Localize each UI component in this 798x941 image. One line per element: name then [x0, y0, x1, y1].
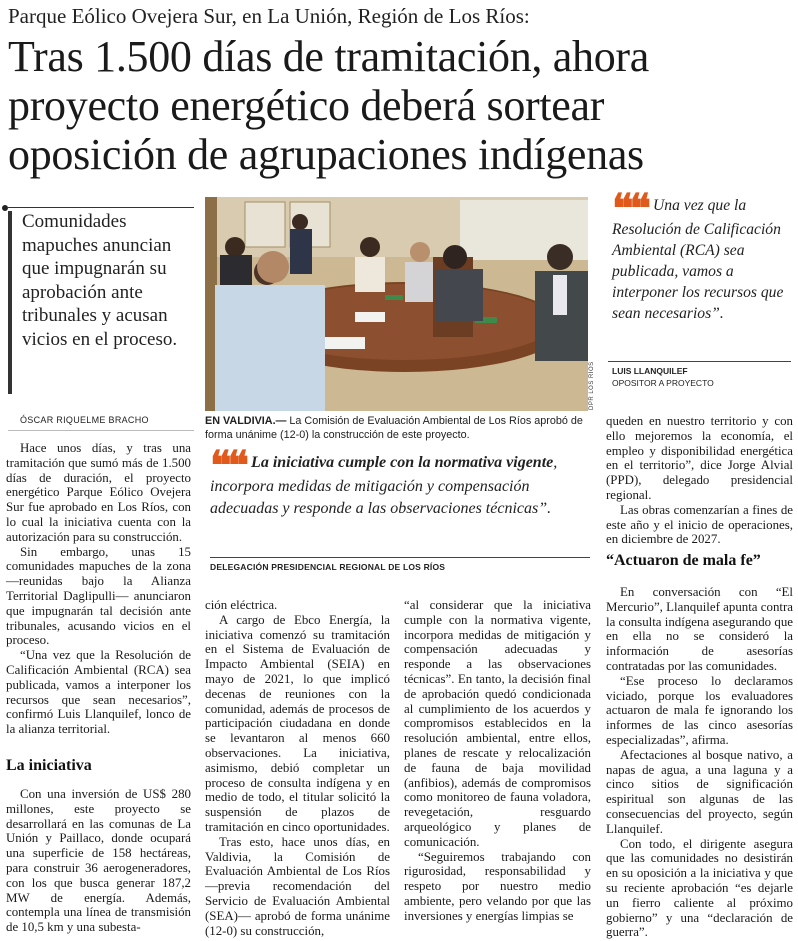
pull-quote-name: LUIS LLANQUILEF — [612, 366, 688, 376]
deck-side-bar — [8, 211, 12, 394]
paragraph: Con una inversión de US$ 280 millones, este proyecto se desarrollará en las comunas de La Unión y Paillaco, donde ocupará una superficie de 158 hectáreas, para construir 36 aerogeneradores, con los que busca generar 187,2 MW de energía. Además, contempla una línea de transmisión de 10,5 km y una subesta- — [6, 787, 191, 935]
meeting-photo — [205, 197, 588, 411]
kicker: Parque Eólico Ovejera Sur, en La Unión, Región de Los Ríos: — [8, 4, 530, 28]
paragraph: Con todo, el dirigente asegura que las comunidades no desistirán en su oposición a la iniciativa y que su reciente aprobación “es dejarle un fierro caliente al próximo gobierno” y una “declaración de guerra”. — [606, 836, 793, 940]
article-column-3 — [404, 598, 591, 924]
headline — [8, 32, 793, 179]
paragraph: Hace unos días, y tras una tramitación que sumó más de 1.500 días de duración, el proyecto energético Parque Eólico Ovejera Sur fue aprobado en Los Ríos, con lo cual la iniciativa cuenta con la autorización para su construcción. — [6, 441, 191, 544]
paragraph: Afectaciones al bosque nativo, a napas de agua, a una laguna y a cinco sitios de significación espiritual son algunas de las consecuencias del proyecto, según Llanquilef. — [606, 747, 793, 836]
article-column-4 — [606, 414, 793, 547]
meeting-photo-illustration — [205, 197, 588, 411]
deck: Comunidades mapuches anuncian que impugnarán su aprobación ante tribunales y acusan vicios en el proceso. — [22, 211, 178, 350]
pull-quote-llanquilef — [612, 186, 792, 324]
article-column-2 — [205, 598, 390, 938]
article-column-4-continued — [606, 585, 793, 940]
subhead-actuaron-de-mala-fe: “Actuaron de mala fe” — [606, 552, 761, 569]
quote-mark-icon: ❝❝ — [612, 186, 648, 231]
headline-line-3: oposición de agrupaciones indígenas — [8, 130, 644, 179]
paragraph: “Ese proceso lo declaramos viciado, porque los evaluadores actuaron de mala fe ignorando los informes de las cinco asesorías especializadas”, afirma. — [606, 673, 793, 747]
paragraph: Sin embargo, unas 15 comunidades mapuches de la zona —reunidas bajo la Alianza Territorial Daglipulli— anunciaron que impugnarán tal decisión ante tribunales, acusando vicios en el proceso. — [6, 544, 191, 648]
caption-text: La Comisión de Evaluación Ambiental de Los Ríos aprobó de forma unánime (12-0) la construcción de este proyecto. — [205, 415, 583, 441]
paragraph: En conversación con “El Mercurio”, Llanquilef apunta contra la consulta indígena asegurando que en ella no se consideró la información de asesorías contratadas por las comunidades. — [606, 585, 793, 673]
article-column-1-continued — [6, 787, 191, 935]
article-column-1 — [6, 441, 191, 737]
paragraph: A cargo de Ebco Energía, la iniciativa comenzó su tramitación en el Sistema de Evaluación de Impacto Ambiental (SEIA) en mayo de 2021, lo que implicó decenas de reuniones con la comunidad, además de procesos de participación ciudadana en donde se levantaron al menos 660 observaciones. La iniciativa, asimismo, debió completar un proceso de consulta indígena y en medio de todo, el titular solicitó la suspensión de plazos de tramitación en cinco oportunidades. — [205, 612, 390, 834]
pull-quote-text: , incorpora medidas de mitigación y compensación adecuadas y responde a las observaciones técnicas”. — [210, 454, 558, 517]
subhead-la-iniciativa: La iniciativa — [6, 757, 92, 774]
byline-rule — [8, 430, 194, 431]
paragraph: Tras esto, hace unos días, en Valdivia, la Comisión de Evaluación Ambiental de Los Ríos —previa recomendación del Servicio de Evaluación Ambiental (SEA)— aprobó de forma unánime (12-0) su construcción, — [205, 834, 390, 938]
headline-line-2: proyecto energético deberá sortear — [8, 81, 605, 130]
pull-quote-text: Una vez que la Resolución de Calificación Ambiental (RCA) sea publicada, vamos a interponer los recursos que sean necesarios”. — [612, 197, 784, 322]
pull-quote-bold: La iniciativa cumple con la normativa vigente — [251, 454, 554, 471]
quote-mark-icon: ❝❝ — [210, 443, 246, 488]
photo-credit: DPR LOS RÍOS — [589, 361, 595, 410]
paragraph: queden en nuestro territorio y con ello mejoremos la economía, el empleo y disponibilidad energética en el territorio”, dice Jorge Alvial (PPD), delegado presidencial regional. — [606, 414, 793, 502]
paragraph: “al considerar que la iniciativa cumple con la normativa vigente, incorpora medidas de mitigación y compensación adecuadas y responde a las observaciones técnicas”. En tanto, la decisión final de aprobación quedó condicionada al cumplimiento de los acuerdos y compromisos establecidos en la resolución ambiental, entre ellos, planes de rescate y relocalización de fauna de baja movilidad (anfibios), además de compromisos como monitoreo de fauna voladora, revegetación, resguardo arqueológico y planes de comunicación. — [404, 598, 591, 849]
byline: ÓSCAR RIQUELME BRACHO — [20, 415, 149, 425]
paragraph: “Una vez que la Resolución de Calificación Ambiental (RCA) sea publicada, vamos a interponer los recursos que sean necesarios”, confirmó Luis Llanquilef, lonco de la alianza territorial. — [6, 648, 191, 737]
pull-quote-delegacion — [210, 443, 590, 520]
paragraph: “Seguiremos trabajando con rigurosidad, responsabilidad y respeto por nuestro medio ambiente, pero velando por que las inversiones y energías limpias se — [404, 849, 591, 923]
deck-top-rule — [8, 207, 194, 208]
paragraph: ción eléctrica. — [205, 598, 278, 612]
photo-caption — [205, 414, 600, 442]
pull-quote-source: DELEGACIÓN PRESIDENCIAL REGIONAL DE LOS RÍOS — [210, 562, 446, 572]
caption-lead: EN VALDIVIA.— — [205, 415, 287, 427]
pull-quote-rule — [608, 361, 791, 362]
pull-quote-role: OPOSITOR A PROYECTO — [612, 378, 714, 388]
paragraph: Las obras comenzarían a fines de este año y el inicio de operaciones, en diciembre de 2027. — [606, 502, 793, 547]
headline-line-1: Tras 1.500 días de tramitación, ahora — [8, 32, 650, 81]
pull-quote-rule — [210, 557, 590, 558]
